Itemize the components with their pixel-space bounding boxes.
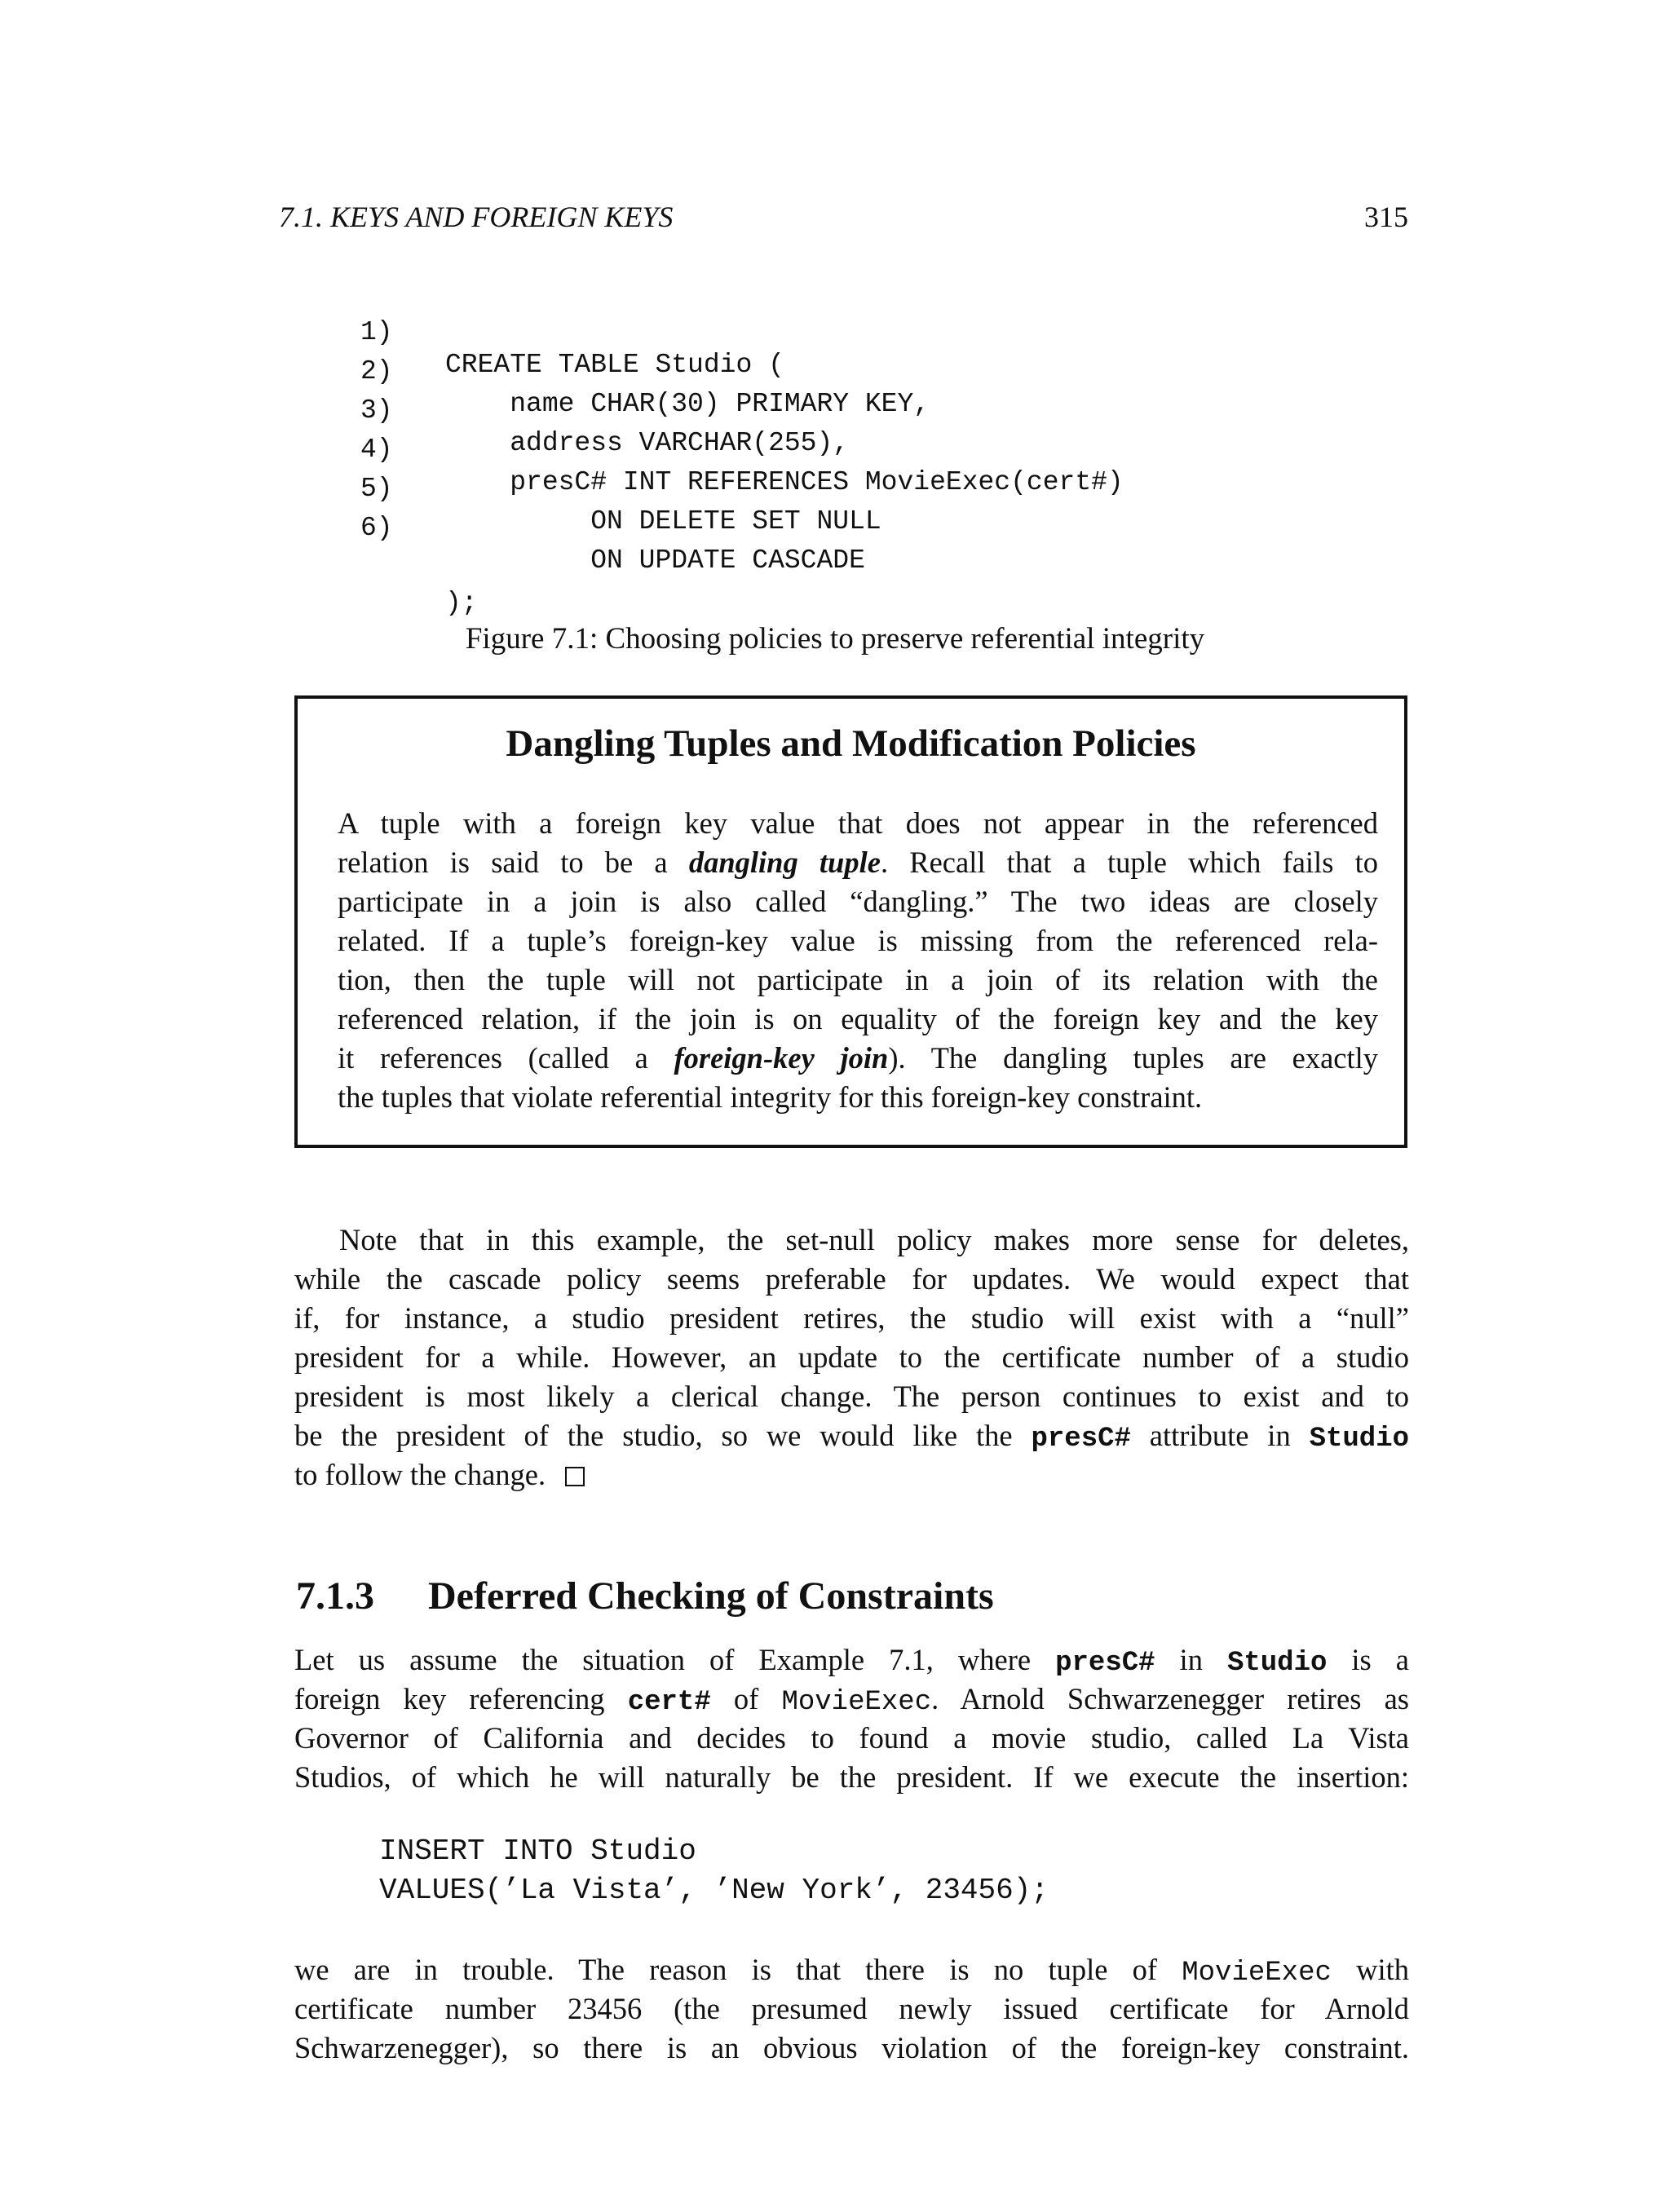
body-line: foreign key referencing cert# of MovieExec. Arnold Schwarzenegger retires as [294, 1682, 1409, 1718]
code-line-text: name CHAR(30) PRIMARY KEY, [445, 389, 930, 419]
body-line: president is most likely a clerical change. The person continues to exist and to [294, 1380, 1409, 1413]
body-line: to follow the change. [294, 1455, 1409, 1495]
figure-caption: Figure 7.1: Choosing policies to preserve referential integrity [465, 622, 1205, 656]
sidebar-line: the tuples that violate referential integrity for this foreign-key constraint. [338, 1080, 1203, 1114]
code-line-number: 4) [360, 435, 393, 465]
code-line-number: 2) [360, 356, 393, 386]
code-line-number: 6) [360, 513, 393, 543]
sidebar-line: it references (called a foreign-key join). The dangling tuples are exactly [338, 1041, 1378, 1075]
body-line: president for a while. However, an update to the certificate number of a studio [294, 1340, 1409, 1374]
end-of-example-box-icon [565, 1467, 585, 1486]
sidebar-line: A tuple with a foreign key value that does not appear in the referenced [338, 806, 1378, 840]
code-line-number: 1) [360, 317, 393, 347]
code-term: Studio [1226, 1648, 1328, 1679]
body-line: while the cascade policy seems preferable for updates. We would expect that [294, 1262, 1409, 1296]
code-term: Studio [1309, 1424, 1409, 1455]
sidebar-line: participate in a join is also called “dangling.” The two ideas are closely [338, 885, 1378, 918]
sql-line: VALUES(’La Vista’, ’New York’, 23456); [379, 1874, 1049, 1907]
section-title: Deferred Checking of Constraints [428, 1574, 994, 1618]
code-term: presC# [1031, 1424, 1131, 1455]
code-line-number: 3) [360, 395, 393, 426]
foreign-key-join-term: foreign-key join [674, 1041, 889, 1075]
sql-line: INSERT INTO Studio [379, 1835, 696, 1868]
code-term: cert# [627, 1687, 711, 1718]
code-term: MovieExec [1182, 1958, 1332, 1989]
body-line: we are in trouble. The reason is that there is no tuple of MovieExec with [294, 1953, 1409, 1989]
code-term: presC# [1055, 1648, 1155, 1679]
body-line: be the president of the studio, so we would like the presC# attribute in Studio [294, 1419, 1409, 1455]
body-line: Note that in this example, the set-null policy makes more sense for deletes, [339, 1223, 1409, 1256]
running-head-title: 7.1. KEYS AND FOREIGN KEYS [279, 201, 674, 233]
code-line-text: presC# INT REFERENCES MovieExec(cert#) [445, 467, 1124, 497]
sidebar-line: relation is said to be a dangling tuple. Recall that a tuple which fails to [338, 846, 1378, 879]
code-line-text: ON DELETE SET NULL [445, 506, 881, 536]
page-number: 315 [1364, 201, 1408, 233]
code-line-text: ); [445, 588, 478, 618]
body-line: certificate number 23456 (the presumed newly issued certificate for Arnold [294, 1992, 1409, 2025]
code-line-number: 5) [360, 474, 393, 504]
body-line: if, for instance, a studio president retires, the studio will exist with a “null” [294, 1301, 1409, 1335]
body-line: Schwarzenegger), so there is an obvious violation of the foreign-key constraint. [294, 2031, 1409, 2064]
dangling-tuple-term: dangling tuple [688, 846, 881, 879]
sidebar-line: related. If a tuple’s foreign-key value is missing from the referenced rela- [338, 924, 1378, 957]
code-line-text: CREATE TABLE Studio ( [445, 350, 784, 380]
running-head [279, 200, 1408, 241]
code-term: MovieExec [781, 1687, 932, 1718]
sidebar-line: referenced relation, if the join is on equality of the foreign key and the key [338, 1002, 1378, 1035]
body-line: Let us assume the situation of Example 7.1, where presC# in Studio is a [294, 1643, 1409, 1679]
section-number: 7.1.3 [296, 1574, 374, 1618]
sidebar-line: tion, then the tuple will not participate in a join of its relation with the [338, 963, 1378, 996]
body-line: Studios, of which he will naturally be the president. If we execute the insertion: [294, 1760, 1409, 1794]
code-line-text: ON UPDATE CASCADE [445, 545, 865, 576]
sidebar-title: Dangling Tuples and Modification Policies [506, 722, 1196, 765]
code-line-text: address VARCHAR(255), [445, 428, 850, 458]
body-line: Governor of California and decides to found a movie studio, called La Vista [294, 1721, 1409, 1755]
